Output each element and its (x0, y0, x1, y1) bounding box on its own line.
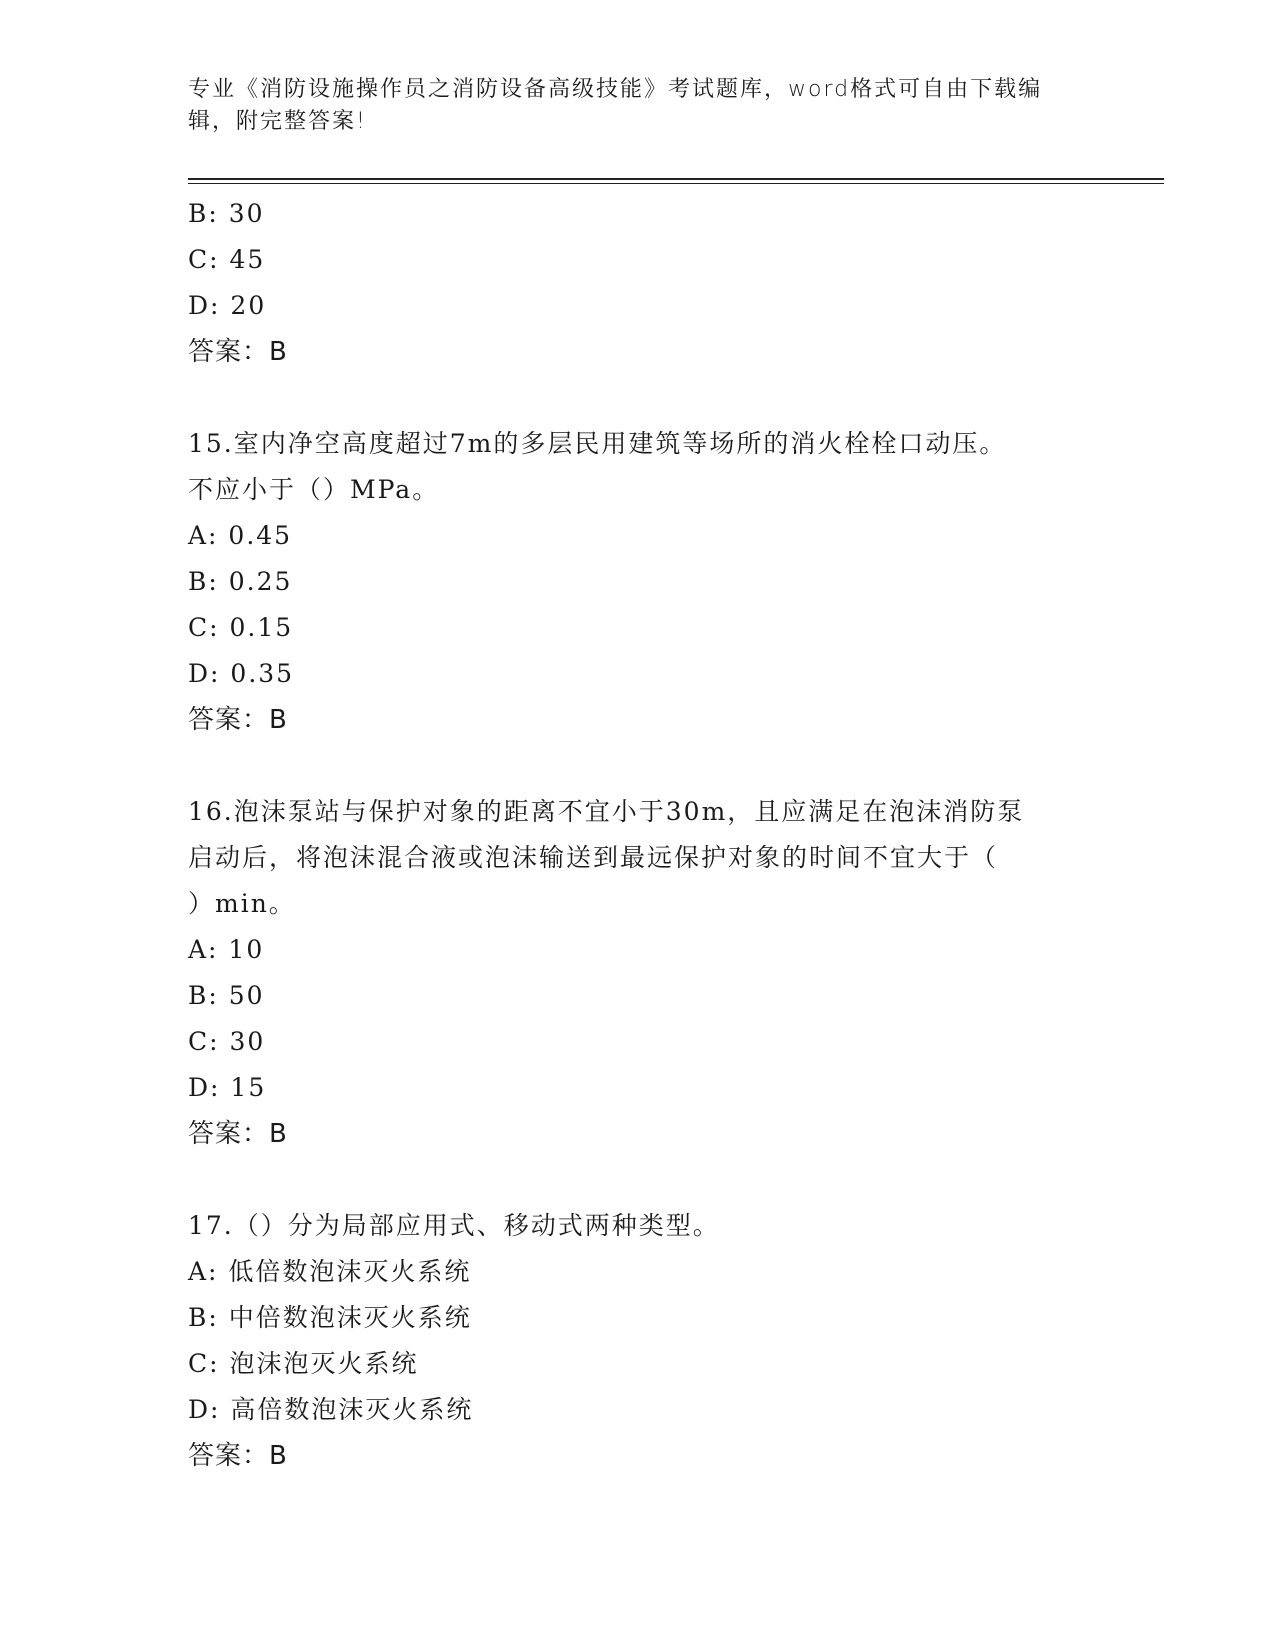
option-b: B: 0.25 (188, 567, 293, 596)
option-c: C: 泡沫泡灭火系统 (188, 1349, 419, 1378)
option-d: D: 高倍数泡沫灭火系统 (188, 1395, 474, 1424)
option-b: B: 50 (188, 981, 265, 1010)
header-divider-thick (188, 178, 1164, 180)
answer-line: 答案：B (188, 1119, 288, 1149)
question-17 (188, 1203, 1088, 1479)
option-a: A: 10 (188, 935, 265, 964)
answer-line: 答案：B (188, 705, 288, 735)
option-b: B: 中倍数泡沫灭火系统 (188, 1303, 472, 1332)
option-c: C: 30 (188, 1027, 266, 1056)
question-text-line: ）min。 (188, 889, 296, 918)
spacer (188, 1157, 1088, 1203)
option-d: D: 20 (188, 291, 267, 320)
question-text-line: 不应小于（）MPa。 (188, 475, 440, 504)
option-c: C: 0.15 (188, 613, 294, 642)
question-text-line: 启动后，将泡沫混合液或泡沫输送到最远保护对象的时间不宜大于（ (188, 843, 999, 872)
question-text-line: 17.（）分为局部应用式、移动式两种类型。 (188, 1211, 720, 1240)
question-list (188, 191, 1088, 1479)
spacer (188, 743, 1088, 789)
option-c: C: 45 (188, 245, 266, 274)
option-b: B: 30 (188, 199, 265, 228)
option-a: A: 0.45 (188, 521, 293, 550)
header-divider-thin (188, 183, 1164, 184)
header-title-line-1: 专业《消防设施操作员之消防设备高级技能》考试题库，word格式可自由下载编 (188, 77, 1043, 102)
header-title-line-2: 辑，附完整答案! (188, 109, 367, 134)
answer-line: 答案：B (188, 337, 288, 367)
question-14-continued (188, 191, 1088, 375)
option-a: A: 低倍数泡沫灭火系统 (188, 1257, 472, 1286)
option-d: D: 15 (188, 1073, 267, 1102)
page-header (188, 74, 1088, 138)
question-16 (188, 789, 1088, 1157)
option-d: D: 0.35 (188, 659, 295, 688)
answer-line: 答案：B (188, 1441, 288, 1471)
question-text-line: 16.泡沫泵站与保护对象的距离不宜小于30m，且应满足在泡沫消防泵 (188, 797, 1025, 826)
question-text-line: 15.室内净空高度超过7m的多层民用建筑等场所的消火栓栓口动压。 (188, 429, 1007, 458)
spacer (188, 375, 1088, 421)
question-15 (188, 421, 1088, 743)
